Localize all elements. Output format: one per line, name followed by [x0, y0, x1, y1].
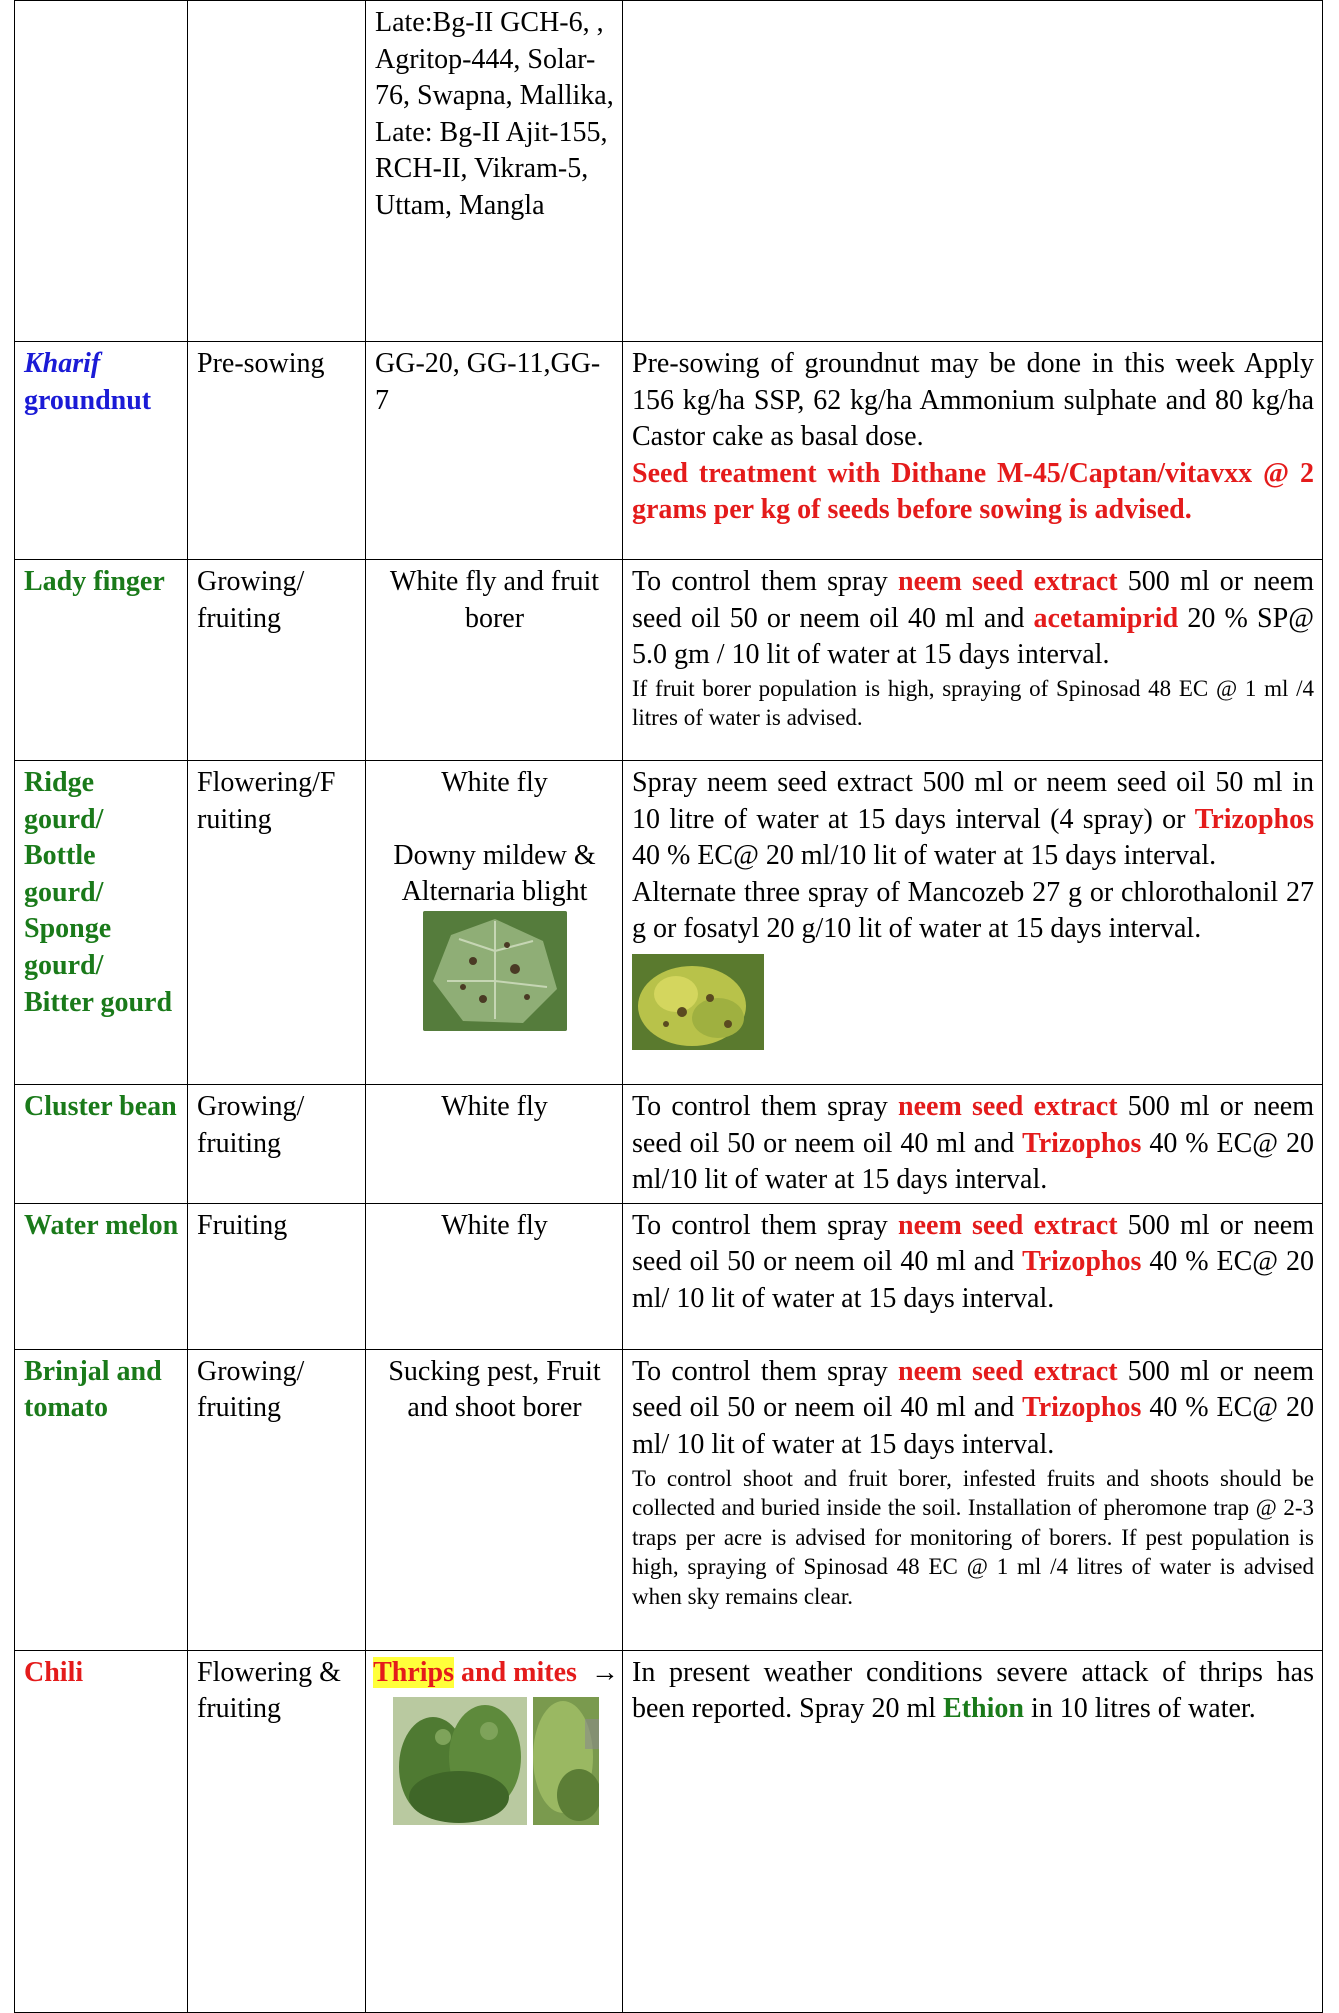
- infected-plant-image: [632, 954, 764, 1050]
- table-row: [15, 1203, 1323, 1349]
- advice-text: Pre-sowing of groundnut may be done in this week Apply 156 kg/ha SSP, 62 kg/ha Ammonium sulphate and 80 kg/ha Castor cake as basal dose.: [632, 348, 1314, 453]
- table-row: [15, 560, 1323, 761]
- crop-cell: [15, 1, 188, 342]
- arrow-right-icon: →: [590, 1656, 619, 1688]
- stage-cell: Fruiting: [188, 1203, 366, 1349]
- stage-cell: Pre-sowing: [188, 342, 366, 560]
- mites-plant-image: [533, 1697, 599, 1825]
- pest-cell: [366, 761, 623, 1085]
- advice-text: To control them spray neem seed extract 500 ml or neem seed oil 50 or neem oil 40 ml and Trizophos 40 % EC@ 20 ml/ 10 lit of water at 15 days interval.: [632, 1355, 1314, 1460]
- stage-cell: [188, 1, 366, 342]
- stage-cell: Growing/ fruiting: [188, 560, 366, 761]
- crop-cell: [15, 1349, 188, 1650]
- table-row: [15, 1085, 1323, 1204]
- stage-cell: Growing/ fruiting: [188, 1085, 366, 1204]
- pest-name: Thrips and mites →: [373, 1656, 619, 1688]
- advice-text-2: Alternate three spray of Mancozeb 27 g or chlorothalonil 27 g or fosatyl 20 g/10 lit of water at 15 days interval.: [632, 876, 1314, 945]
- disease-name: Downy mildew & Alternaria blight: [393, 839, 596, 908]
- table-row: [15, 1, 1323, 342]
- advice-note: To control shoot and fruit borer, infested fruits and shoots should be collected and buried inside the soil. Installation of pheromone trap @ 2-3 traps per acre is advised for monitoring of borers. If pest population is high, spraying of Spinosad 48 EC @ 1 ml /4 litres of water is advised when sky remains clear.: [632, 1465, 1314, 1609]
- advice-cell: To control them spray neem seed extract 500 ml or neem seed oil 50 or neem oil 40 ml and Trizophos 40 % EC@ 20 ml/10 lit of water at 15 days interval.: [623, 1085, 1323, 1204]
- pest-cell: White fly: [366, 1203, 623, 1349]
- crop-name: Water melon: [24, 1209, 179, 1241]
- advice-cell: [623, 761, 1323, 1085]
- table-row: [15, 1650, 1323, 2012]
- crop-cell: [15, 560, 188, 761]
- stage-cell: Flowering & fruiting: [188, 1650, 366, 2012]
- advice-text: To control them spray neem seed extract 500 ml or neem seed oil 50 or neem oil 40 ml and acetamiprid 20 % SP@ 5.0 gm / 10 lit of water at 15 days interval.: [632, 566, 1314, 671]
- crop-cell: [15, 1085, 188, 1204]
- crop-cell: [15, 1203, 188, 1349]
- advice-cell: [623, 342, 1323, 560]
- thrips-plant-image: [393, 1697, 527, 1825]
- crop-name: groundnut: [24, 384, 152, 416]
- pest-cell: [366, 1650, 623, 2012]
- crop-cell: [15, 1650, 188, 2012]
- diseased-leaf-image: [423, 911, 567, 1031]
- seed-treatment-advice: Seed treatment with Dithane M-45/Captan/vitavxx @ 2 grams per kg of seeds before sowing is advised.: [632, 457, 1314, 526]
- crop-name: Lady finger: [24, 566, 165, 597]
- crop-name-season: Kharif: [24, 348, 101, 379]
- advice-cell: [623, 560, 1323, 761]
- table-row: [15, 1349, 1323, 1650]
- crop-name: Ridge gourd/ Bottle gourd/ Sponge gourd/ Bitter gourd: [24, 767, 173, 1018]
- pest-cell: White fly: [366, 1085, 623, 1204]
- advice-cell: [623, 1349, 1323, 1650]
- crop-advisory-table: [14, 0, 1323, 2013]
- crop-cell: [15, 761, 188, 1085]
- crop-cell: [15, 342, 188, 560]
- variety-cell: GG-20, GG-11,GG-7: [366, 342, 623, 560]
- advice-cell: [623, 1, 1323, 342]
- stage-cell: Flowering/F ruiting: [188, 761, 366, 1085]
- pest-cell: Sucking pest, Fruit and shoot borer: [366, 1349, 623, 1650]
- table-row: [15, 342, 1323, 560]
- stage-cell: Growing/ fruiting: [188, 1349, 366, 1650]
- advice-cell: In present weather conditions severe attack of thrips has been reported. Spray 20 ml Ethion in 10 litres of water.: [623, 1650, 1323, 2012]
- crop-name: Cluster bean: [24, 1091, 177, 1122]
- variety-cell: Late:Bg-II GCH-6, , Agritop-444, Solar-76, Swapna, Mallika, Late: Bg-II Ajit-155, RCH-II, Vikram-5, Uttam, Mangla: [366, 1, 623, 342]
- pest-cell: White fly and fruit borer: [366, 560, 623, 761]
- advice-note: If fruit borer population is high, spraying of Spinosad 48 EC @ 1 ml /4 litres of water is advised.: [632, 675, 1314, 731]
- advice-text: Spray neem seed extract 500 ml or neem seed oil 50 ml in 10 litre of water at 15 days interval (4 spray) or Trizophos 40 % EC@ 20 ml/10 lit of water at 15 days interval.: [632, 767, 1314, 872]
- crop-name: Chili: [24, 1656, 84, 1688]
- pest-name: White fly: [441, 767, 548, 798]
- table-row: [15, 761, 1323, 1085]
- crop-name: Brinjal and tomato: [24, 1355, 162, 1424]
- advice-cell: To control them spray neem seed extract 500 ml or neem seed oil 50 or neem oil 40 ml and Trizophos 40 % EC@ 20 ml/ 10 lit of water at 15 days interval.: [623, 1203, 1323, 1349]
